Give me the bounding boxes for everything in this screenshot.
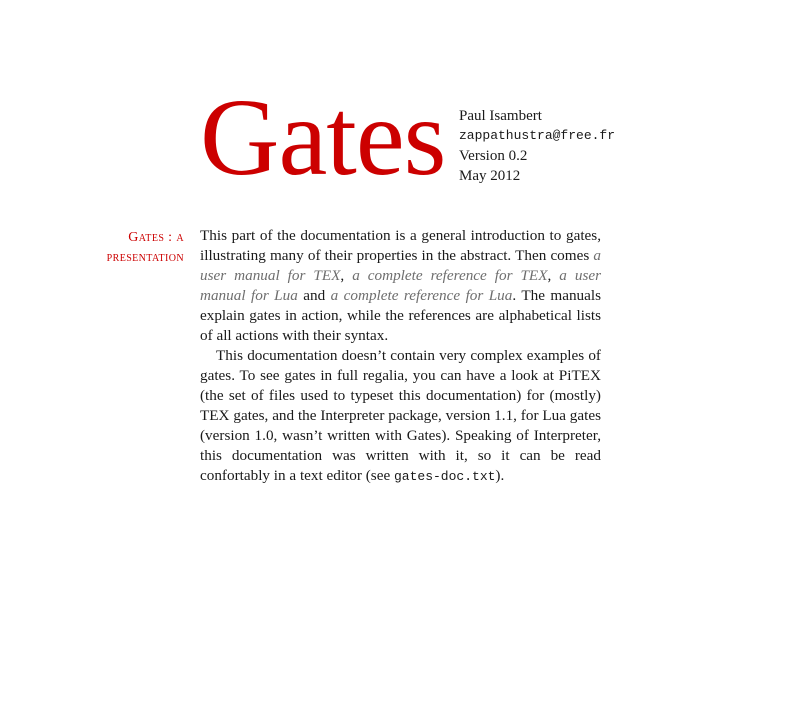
section-body bbox=[200, 226, 601, 487]
conjunction: and bbox=[297, 287, 331, 304]
separator: , bbox=[340, 267, 353, 284]
paragraph-1-rest: . The manuals explain gates in action, while the references are alphabetical lists of all actions with their syntax. bbox=[200, 287, 602, 344]
document-title: Gates bbox=[200, 76, 446, 198]
paragraph-2-text: This documentation doesn’t contain very complex examples of gates. To see gates in full regalia, you can have a look at PiTEX (the set of files used to typeset this documentation) for (mostly) TEX gates, and the Interpreter package, version 1.1, for Lua gates (version 1.0, wasn’t written with Gates). Speaking of Interpreter, this documentation was written with it, so it can be read confortably in a text editor (see bbox=[200, 347, 601, 484]
paragraph-1-intro: This part of the documentation is a general introduction to gates, illustrating many of their properties in the abstract. Then comes bbox=[200, 227, 601, 264]
paragraph-2-end: ). bbox=[495, 467, 505, 484]
version-label: Version 0.2 bbox=[459, 148, 528, 164]
author-email: zappathustra@free.fr bbox=[459, 128, 616, 143]
paragraph-2 bbox=[200, 346, 601, 487]
link-complete-reference-tex[interactable]: a complete reference for TEX bbox=[352, 267, 548, 284]
section-heading-line-1: Gates : a bbox=[128, 230, 184, 245]
author-name: Paul Isambert bbox=[459, 108, 542, 124]
link-user-manual-lua[interactable]: a user manual for Lua bbox=[200, 267, 601, 304]
paragraph-1 bbox=[200, 226, 601, 346]
document-metadata bbox=[459, 106, 615, 186]
link-complete-reference-lua[interactable]: a complete reference for Lua bbox=[330, 287, 513, 304]
date-label: May 2012 bbox=[459, 168, 521, 184]
separator: , bbox=[547, 267, 560, 284]
link-user-manual-tex[interactable]: a user manual for TEX bbox=[200, 247, 601, 284]
section-heading bbox=[64, 228, 184, 268]
filename-gates-doc: gates-doc.txt bbox=[394, 469, 496, 484]
section-heading-line-2: presentation bbox=[106, 250, 184, 265]
